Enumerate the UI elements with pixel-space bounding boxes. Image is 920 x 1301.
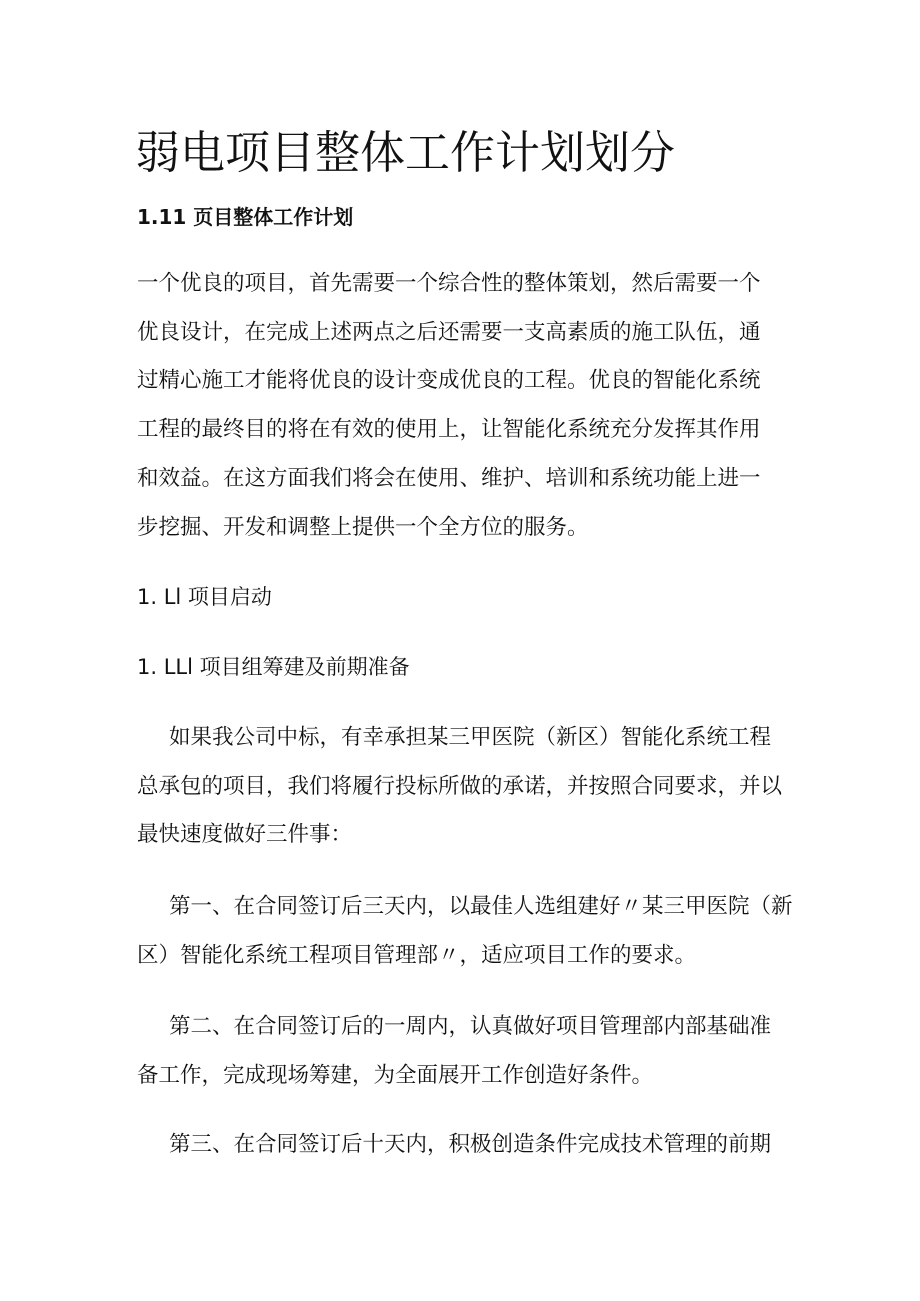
paragraph-line: 总承包的项目，我们将履行投标所做的承诺，并按照合同要求，并以 bbox=[137, 773, 783, 799]
first-task-paragraph bbox=[137, 883, 793, 980]
section-heading: 1.11 页目整体工作计划 bbox=[137, 205, 354, 229]
paragraph-line: 第一、在合同签订后三天内，以最佳人选组建好〃某三甲医院（新 bbox=[169, 894, 793, 919]
paragraph-line: 第二、在合同签订后的一周内，认真做好项目管理部内部基础准 bbox=[169, 1014, 772, 1039]
paragraph-line: 最快速度做好三件事： bbox=[137, 822, 353, 848]
subheading-team-setup: 1. LLl 项目组筹建及前期准备 bbox=[137, 655, 410, 679]
paragraph-line: 如果我公司中标，有幸承担某三甲医院（新区）智能化系统工程 bbox=[169, 725, 772, 750]
third-task-paragraph bbox=[137, 1121, 787, 1170]
paragraph-line: 优良设计，在完成上述两点之后还需要一支高素质的施工队伍，通 bbox=[137, 319, 761, 345]
bid-paragraph bbox=[137, 714, 787, 860]
paragraph-line: 工程的最终目的将在有效的使用上，让智能化系统充分发挥其作用 bbox=[137, 417, 761, 443]
paragraph-line: 备工作，完成现场筹建，为全面展开工作创造好条件。 bbox=[137, 1062, 654, 1088]
second-task-paragraph bbox=[137, 1003, 787, 1100]
paragraph-line: 步挖掘、开发和调整上提供一个全方位的服务。 bbox=[137, 514, 589, 540]
document-title: 弱电项目整体工作计划划分 bbox=[135, 126, 676, 179]
paragraph-line: 第三、在合同签订后十天内，积极创造条件完成技术管理的前期 bbox=[169, 1132, 772, 1157]
subheading-project-start: 1. Ll 项目启动 bbox=[137, 585, 272, 609]
paragraph-line: 和效益。在这方面我们将会在使用、维护、培训和系统功能上进一 bbox=[137, 465, 761, 491]
intro-paragraph bbox=[137, 260, 787, 552]
paragraph-line: 一个优良的项目，首先需要一个综合性的整体策划，然后需要一个 bbox=[137, 271, 761, 296]
paragraph-line: 过精心施工才能将优良的设计变成优良的工程。优良的智能化系统 bbox=[137, 368, 761, 394]
paragraph-line: 区）智能化系统工程项目管理部〃，适应项目工作的要求。 bbox=[137, 942, 697, 968]
